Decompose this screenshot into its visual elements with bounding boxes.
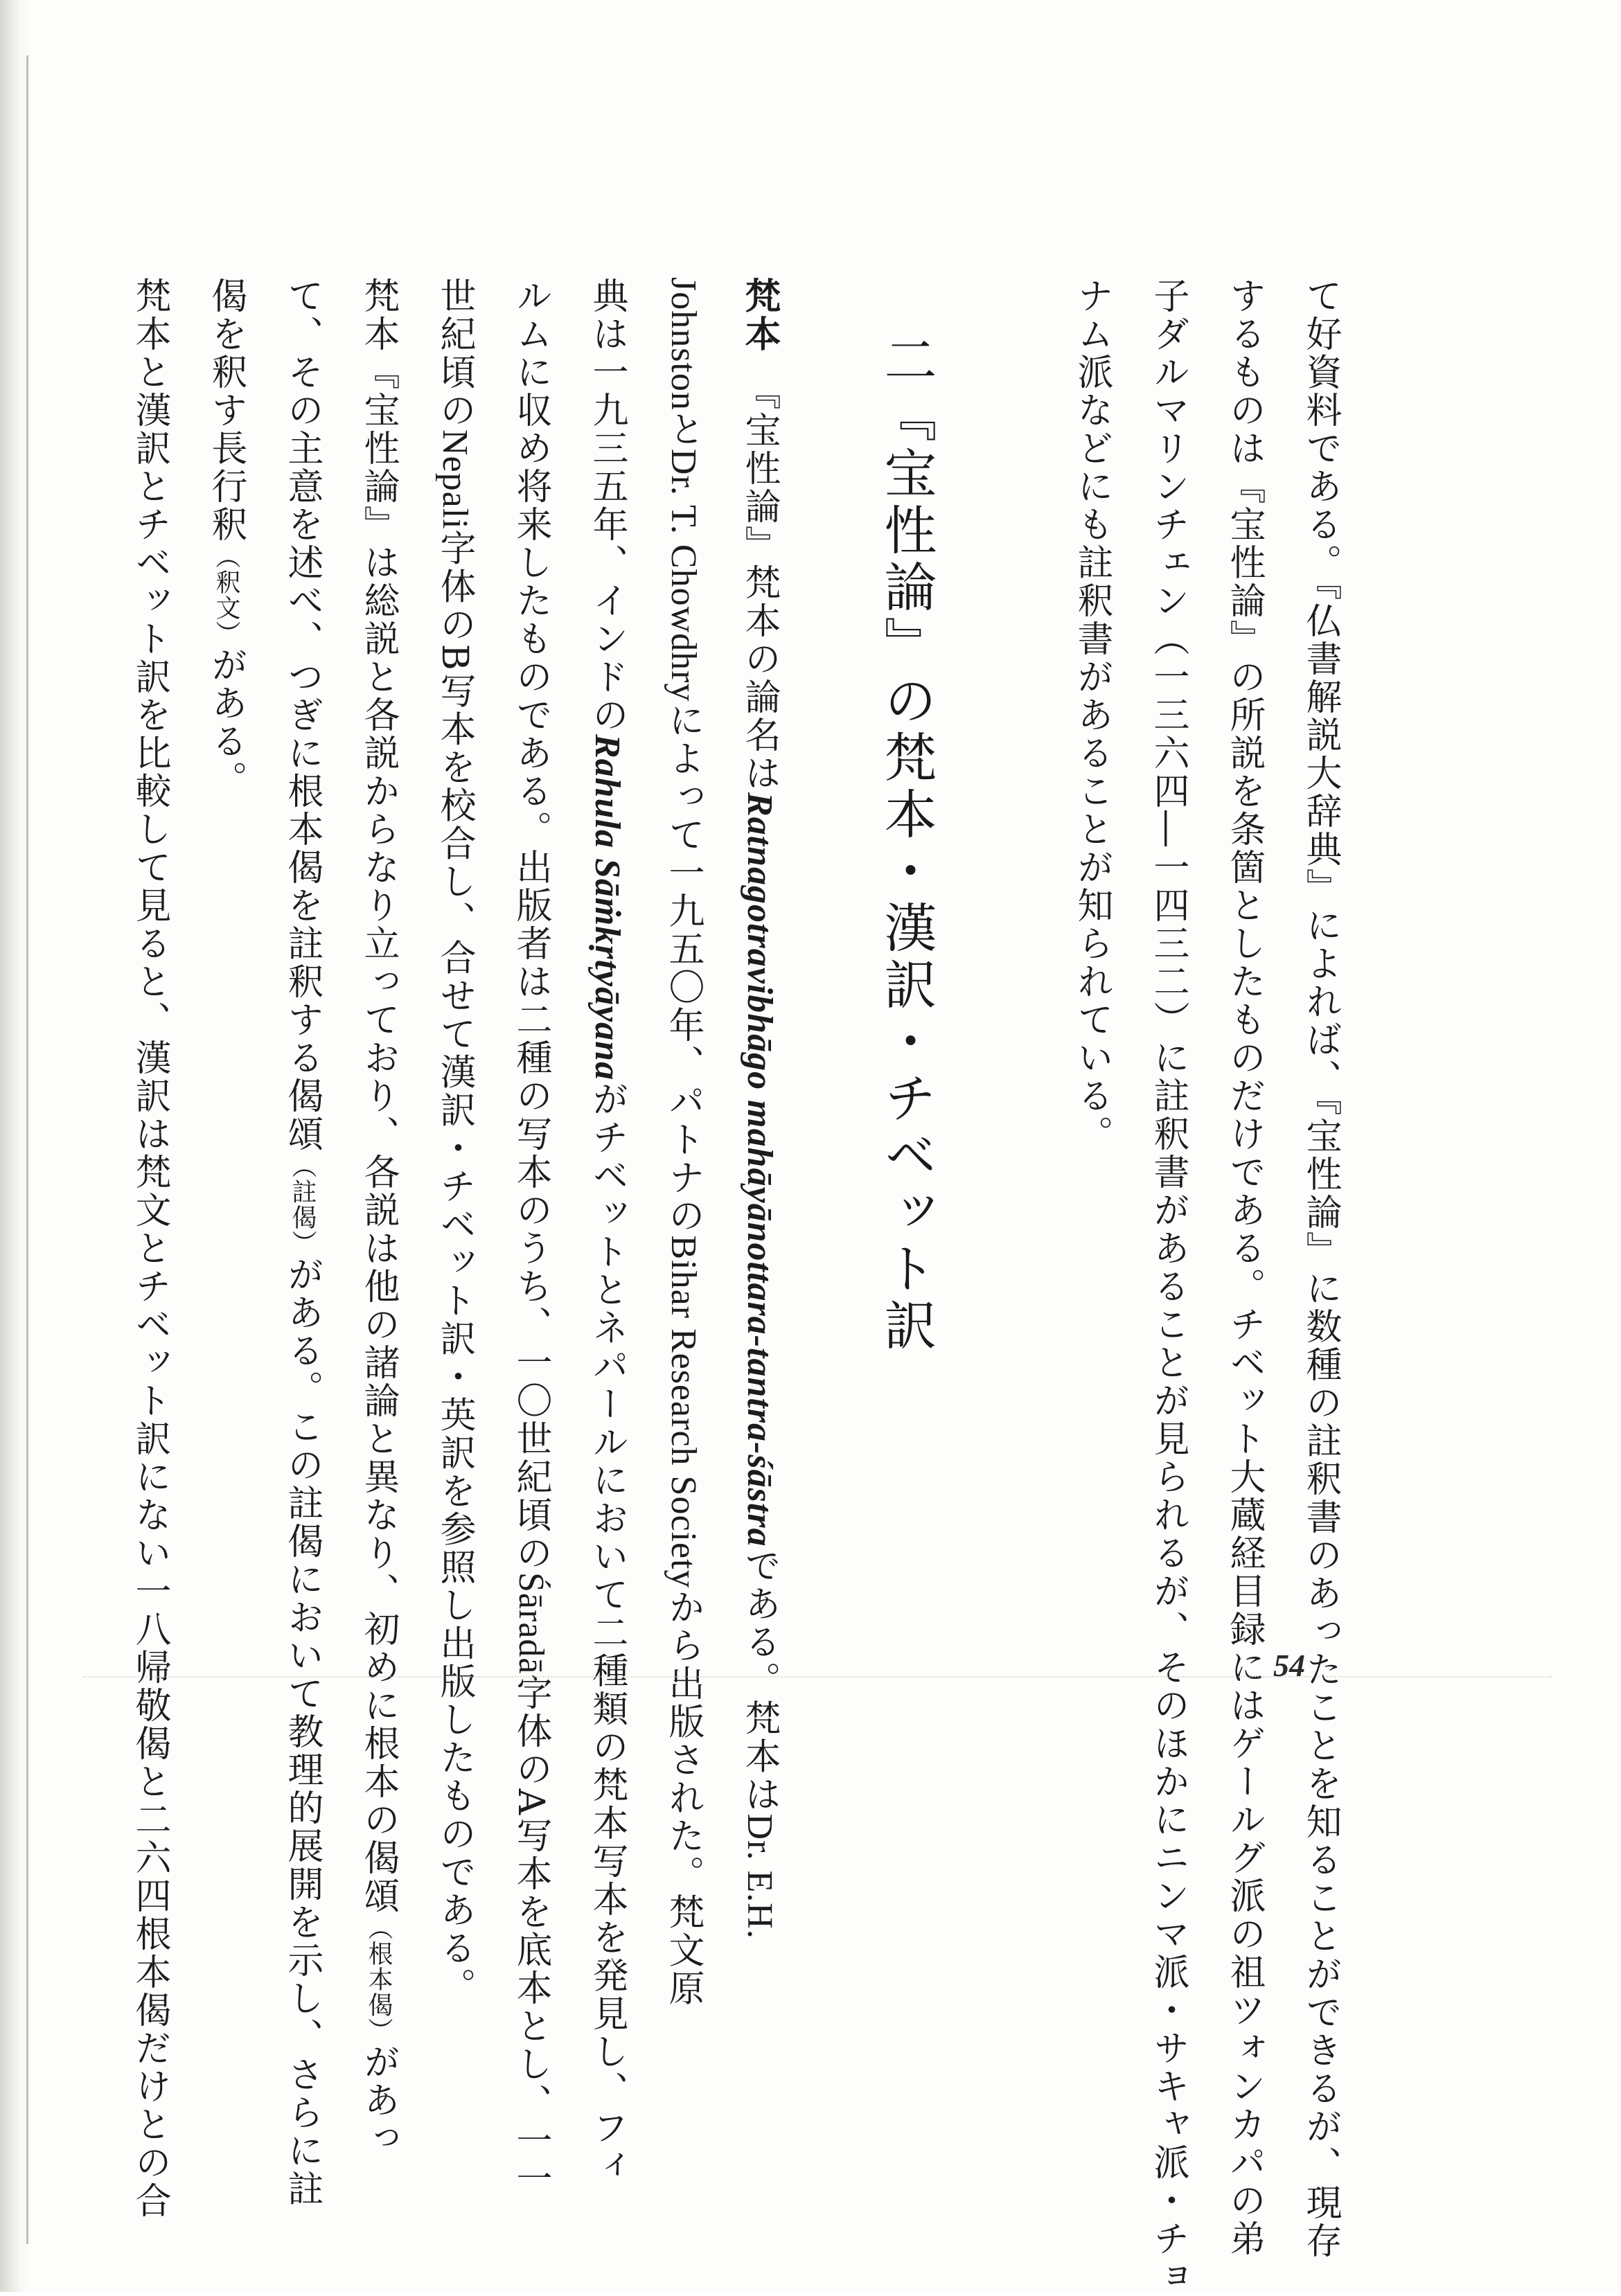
binding-line — [26, 55, 28, 2244]
body-line-2: JohnstonとDr. T. Chowdhryによって一九五〇年、パトナのBihar Research Societyから出版された。梵文原 — [662, 277, 704, 2008]
top-paragraph-line-2: するものは『宝性論』の所説を条箇としたものだけである。チベット大蔵経目録にはゲールグ派の祖ツォンカパの弟 — [1223, 277, 1265, 2258]
body-line-8: 偈を釈す長行釈（釈文）がある。 — [205, 277, 247, 799]
top-paragraph-line-3: 子ダルマリンチェン（一三六四―一四三二）に註釈書があることが見られるが、そのほかにニンマ派・サキャ派・チョ — [1147, 277, 1189, 2296]
scan-artifact-line — [83, 1676, 1552, 1679]
page-number: 54 — [1273, 1648, 1305, 1683]
body-line-5: 世紀頃のNepali字体のB写本を校合し、合せて漢訳・チベット訳・英訳を参照し出版したものである。 — [434, 277, 475, 2006]
body-line-1: 梵本 『宝性論』梵本の論名はRatnagotravibhāgo mahāyānottara-tantra-śāstraである。梵本はDr. E.H. — [738, 277, 781, 1939]
body-line-6: 梵本『宝性論』は総説と各説からなり立っており、各説は他の諸論と異なり、初めに根本の偈頌（根本偈）があっ — [357, 277, 399, 2157]
body-line-9: 梵本と漢訳とチベット訳を比較して見ると、漢訳は梵文とチベット訳にない一八帰敬偈と二六四根本偈だけとの合 — [129, 277, 170, 2220]
body-line-4: ルムに収め将来したものである。出版者は二種の写本のうち、一〇世紀頃のŚāradā字体のA写本を底本とし、一一 — [510, 277, 551, 2198]
body-line-3: 典は一九三五年、インドのRahula Sāṁkṛtyāyanaがチベットとネパールにおいて二種類の梵本写本を発見し、フィ — [586, 277, 628, 2186]
sanskrit-title: Ratnagotravibhāgo mahāyānottara-tantra-śāstra — [740, 792, 779, 1547]
section-heading: 二『宝性論』の梵本・漢訳・チベット訳 — [876, 332, 937, 1355]
top-paragraph-line-1: て好資料である。『仏書解説大辞典』によれば、『宝性論』に数種の註釈書のあったことを知ることができるが、現存 — [1300, 277, 1341, 2260]
body-line-7: て、その主意を述べ、つぎに根本偈を註釈する偈頌（註偈）がある。この註偈において教理的展開を示し、さらに註 — [281, 277, 323, 2208]
top-paragraph-line-4: ナム派などにも註釈書があることが知られている。 — [1071, 277, 1113, 1153]
sanskrit-text-label: 梵本 — [738, 277, 781, 353]
